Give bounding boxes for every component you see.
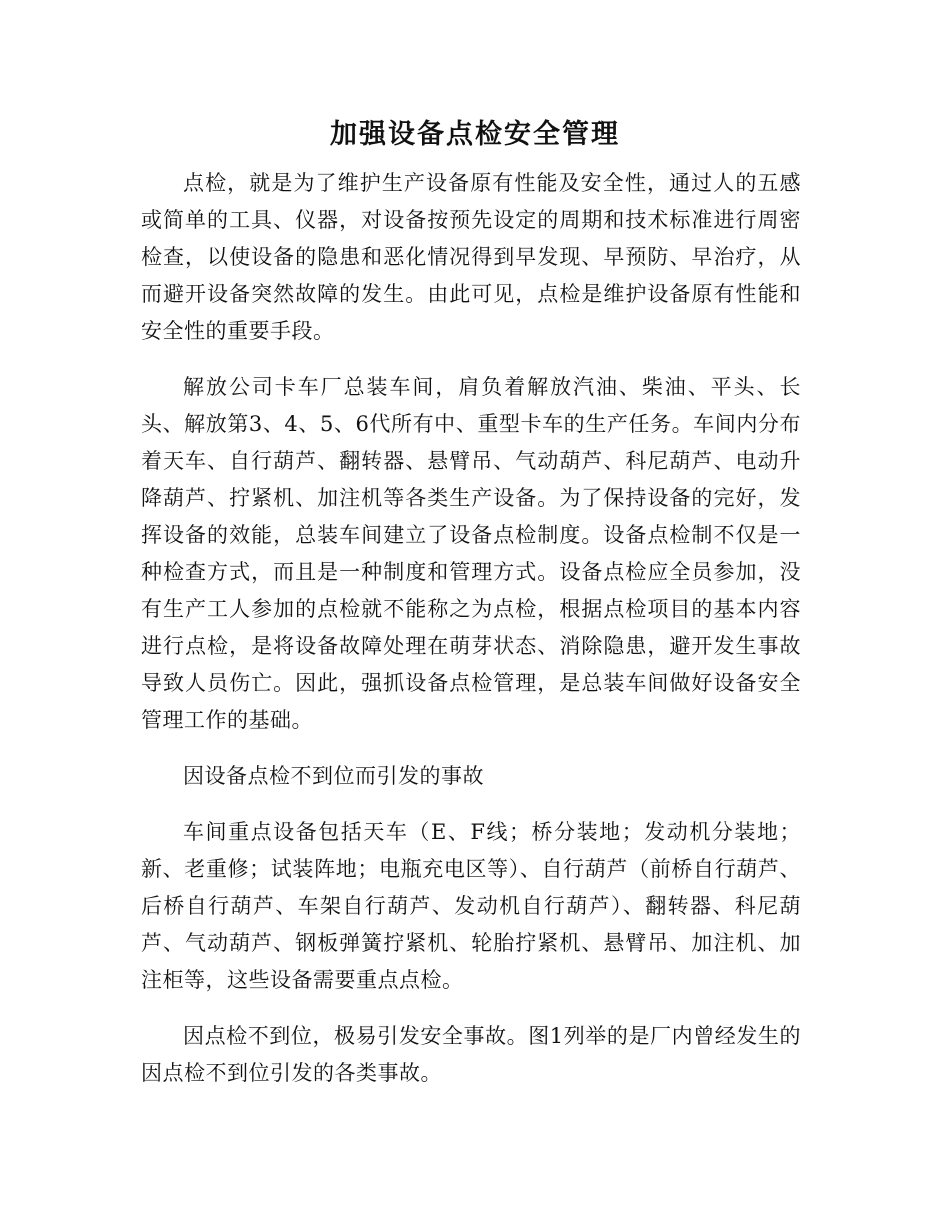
- paragraph-workshop: 解放公司卡车厂总装车间，肩负着解放汽油、柴油、平头、长头、解放第3、4、5、6代所有中、重型卡车的生产任务。车间内分布着天车、自行葫芦、翻转器、悬臂吊、气动葫芦、科尼葫芦、电动升降葫芦、拧紧机、加注机等各类生产设备。为了保持设备的完好，发挥设备的效能，总装车间建立了设备点检制度。设备点检制不仅是一种检查方式，而且是一种制度和管理方式。设备点检应全员参加，没有生产工人参加的点检就不能称之为点检，根据点检项目的基本内容进行点检，是将设备故障处理在萌芽状态、消除隐患，避开发生事故导致人员伤亡。因此，强抓设备点检管理，是总装车间做好设备安全管理工作的基础。: [141, 375, 801, 732]
- paragraph-key-equipment: 车间重点设备包括天车（E、F线；桥分装地；发动机分装地；新、老重修；试装阵地；电瓶充电区等）、自行葫芦（前桥自行葫芦、后桥自行葫芦、车架自行葫芦、发动机自行葫芦）、翻转器、科尼葫芦、气动葫芦、钢板弹簧拧紧机、轮胎拧紧机、悬臂吊、加注机、加注柜等，这些设备需要重点点检。: [141, 820, 801, 992]
- document-body: [141, 165, 801, 1111]
- paragraph-figure-reference: 因点检不到位，极易引发安全事故。图1列举的是厂内曾经发生的因点检不到位引发的各类事故。: [141, 1024, 801, 1085]
- section-heading-accidents: 因设备点检不到位而引发的事故: [183, 764, 484, 788]
- document-title: 加强设备点检安全管理: [330, 119, 620, 150]
- paragraph-definition: 点检，就是为了维护生产设备原有性能及安全性，通过人的五感或简单的工具、仪器，对设备按预先设定的周期和技术标准进行周密检查，以使设备的隐患和恶化情况得到早发现、早预防、早治疗，从而避开设备突然故障的发生。由此可见，点检是维护设备原有性能和安全性的重要手段。: [141, 171, 801, 343]
